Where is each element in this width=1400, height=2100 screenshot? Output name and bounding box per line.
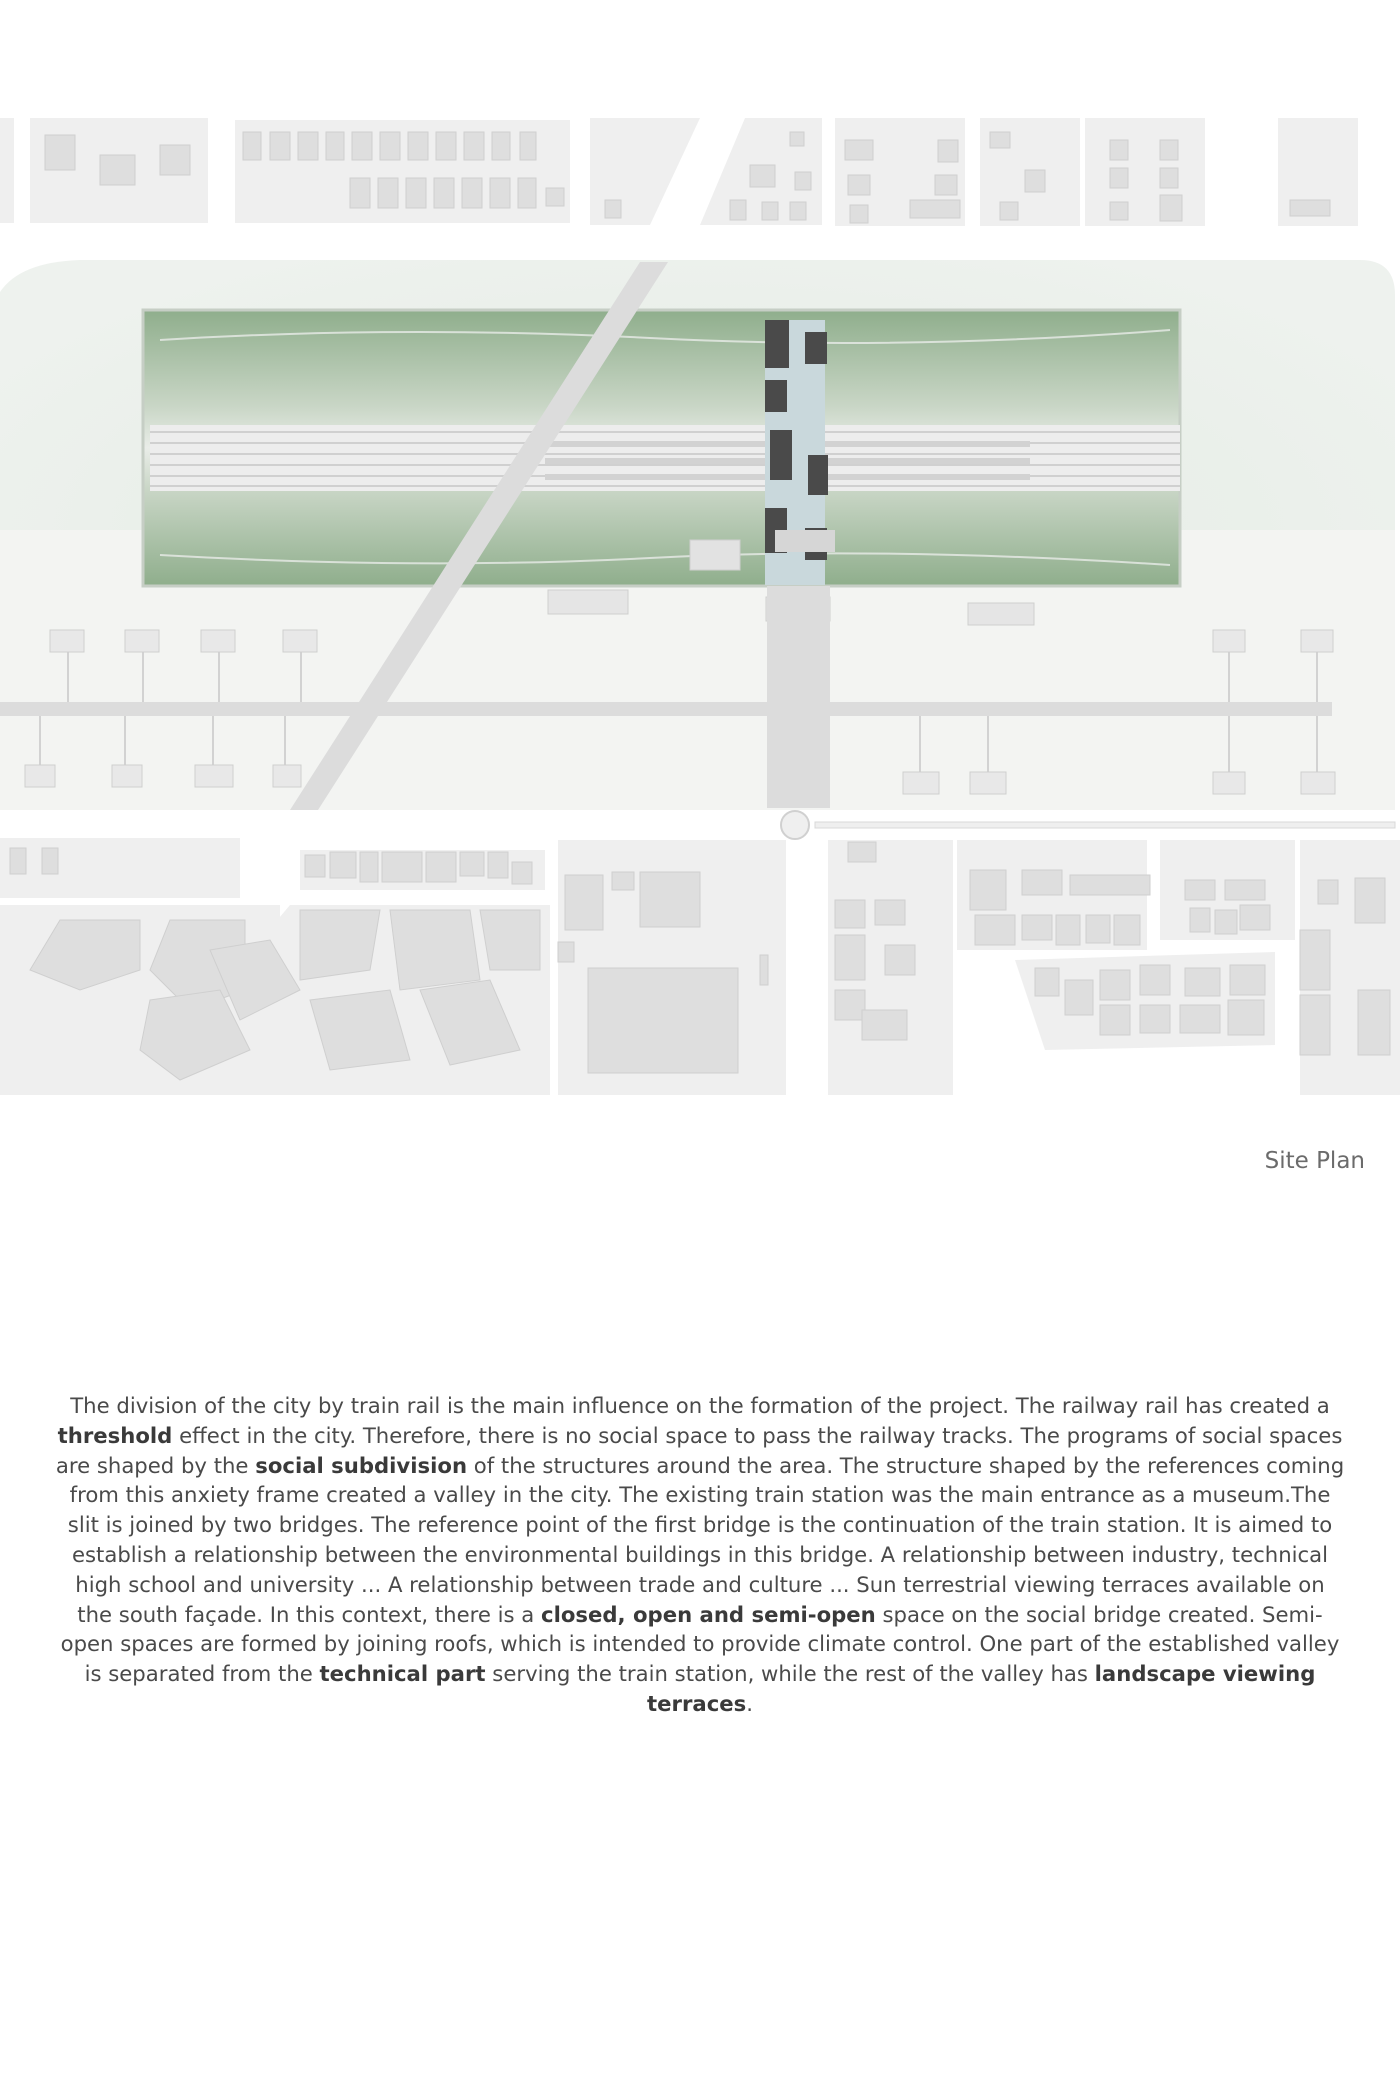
site-plan-drawing: [0, 110, 1400, 1095]
north-city-blocks: [0, 118, 1358, 226]
roundabout: [781, 811, 809, 839]
description-text: effect in the city. Therefore, there is no social space to pass the railway tracks. The programs of social spaces are shaped by the: [55, 1422, 1343, 1478]
description-emphasis: threshold: [57, 1422, 173, 1448]
project-description: [55, 1391, 1345, 1719]
north-south-avenue: [767, 586, 830, 808]
site-plan-caption: Site Plan: [1264, 1148, 1365, 1174]
south-city-blocks: [0, 838, 1400, 1095]
description-text: .: [746, 1690, 753, 1716]
south-path: [815, 822, 1395, 828]
description-text: of the structures around the area. The structure shaped by the references coming from this anxiety frame created a valley in the city. The existing train station was the main entrance as a museum.The slit is joined by two bridges. The reference point of the first bridge is the continuation of the train station. It is aimed to establish a relationship between the environmental buildings in this bridge. A relationship between industry, technical high school and university ... A relationship between trade and culture ... Sun terrestrial viewing terraces available on the south façade. In this context, there is a: [67, 1452, 1345, 1627]
description-emphasis: landscape viewing terraces: [647, 1661, 1316, 1716]
railway-valley: [143, 310, 1180, 586]
description-text: serving the train station, while the rest of the valley has: [485, 1661, 1095, 1687]
description-text: space on the social bridge created. Semi-open spaces are formed by joining roofs, which is intended to provide climate control. One part of the established valley is separated from the: [60, 1601, 1340, 1687]
description-emphasis: technical part: [319, 1661, 486, 1687]
description-text: The division of the city by train rail is the main influence on the formation of the project. The railway rail has created a: [70, 1393, 1330, 1418]
description-emphasis: social subdivision: [255, 1452, 468, 1478]
description-emphasis: closed, open and semi-open: [541, 1601, 876, 1627]
